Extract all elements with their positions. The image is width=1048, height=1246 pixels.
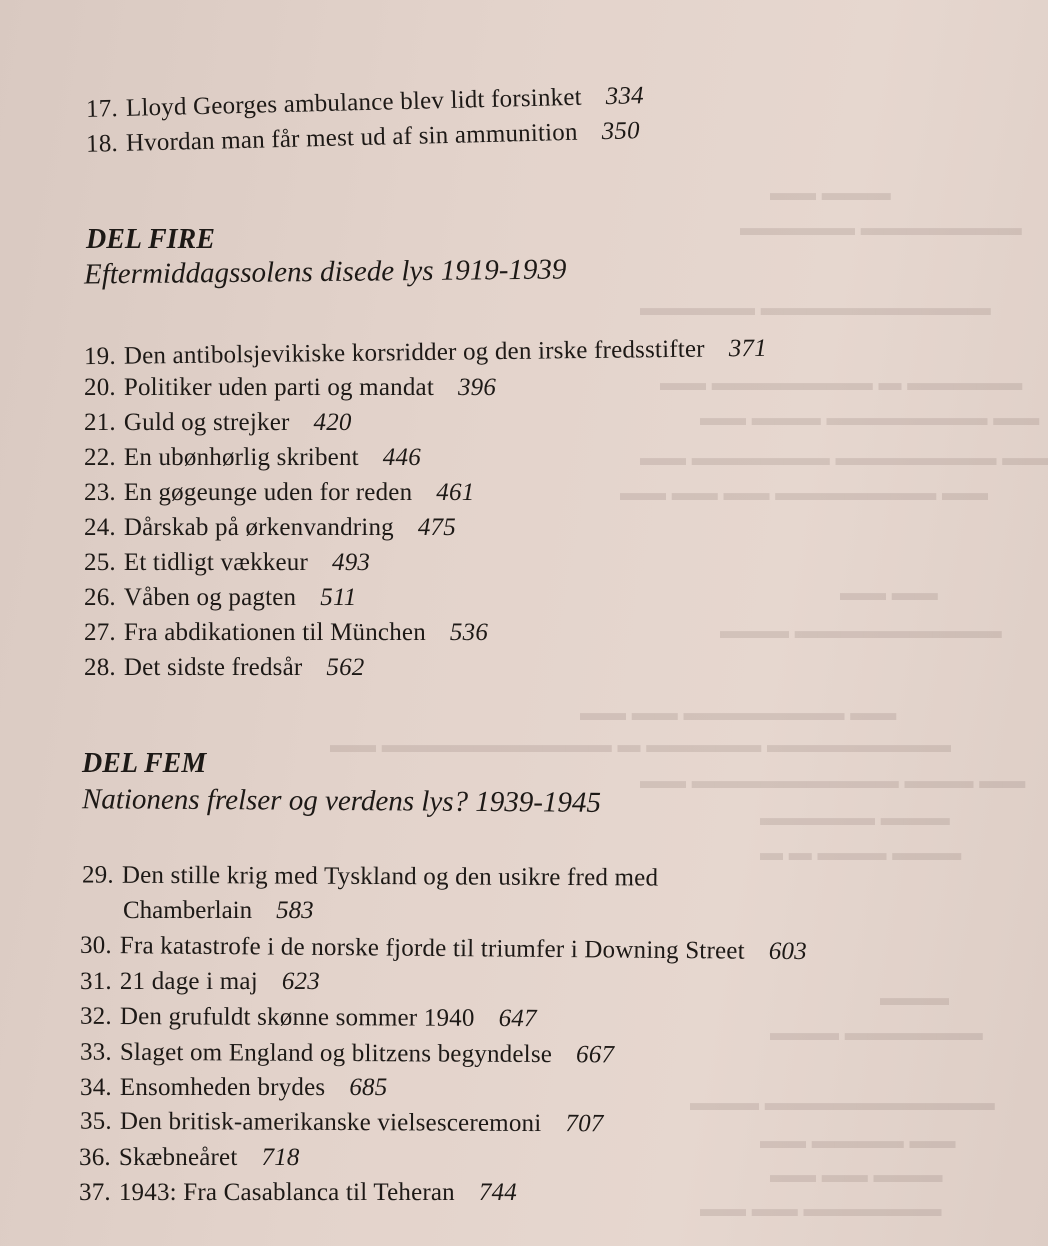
entry-page: 493 (332, 549, 371, 576)
entry-title: Dårskab på ørkenvandring (123, 514, 394, 541)
entry-title: Den antibolsjevikiske korsridder og den irske fredsstifter (123, 335, 705, 370)
entry-title: 1943: Fra Casablanca til Teheran (118, 1179, 455, 1206)
bleed-through: ▬▬ ▬▬▬▬▬▬▬ ▬▬▬▬▬▬ ▬▬ (640, 445, 1048, 470)
entry-number: 26. (84, 584, 116, 611)
entry-title: Skæbneåret (118, 1144, 238, 1171)
bleed-through: ▬▬ ▬▬ (840, 580, 938, 605)
entry-number: 19. (83, 342, 117, 371)
bleed-through: ▬▬ ▬▬▬▬▬▬▬ ▬▬ ▬▬ ▬▬ (620, 480, 988, 505)
bleed-through: ▬▬▬▬▬▬▬▬ ▬▬▬▬▬ ▬ ▬▬▬▬▬▬▬▬▬▬ ▬▬ (330, 732, 951, 757)
toc-entry (84, 478, 474, 508)
entry-title: Politiker uden parti og mandat (123, 374, 434, 401)
entry-page: 420 (313, 409, 352, 436)
toc-entry (84, 408, 352, 438)
bleed-through: ▬▬▬▬▬▬▬▬▬▬ ▬▬▬ (690, 1090, 995, 1115)
entry-page: 446 (382, 444, 421, 471)
entry-page: 707 (565, 1110, 604, 1138)
entry-page: 603 (768, 937, 808, 966)
toc-entry (80, 1038, 614, 1071)
toc-entry (80, 931, 807, 967)
toc-entry (82, 860, 658, 893)
entry-title: Et tidligt vækkeur (123, 549, 309, 576)
toc-entry (79, 1143, 300, 1173)
bleed-through: ▬▬▬▬▬ ▬ ▬▬▬▬▬▬▬ ▬▬ (660, 370, 1023, 395)
entry-number: 18. (85, 129, 119, 158)
entry-title: Våben og pagten (123, 584, 297, 611)
toc-entry (79, 1178, 517, 1208)
entry-title: Ensomheden brydes (119, 1074, 326, 1101)
toc-entry (84, 334, 767, 372)
entry-title: Fra abdikationen til München (123, 619, 426, 646)
entry-number: 29. (81, 861, 114, 889)
bleed-through: ▬▬▬▬▬▬ ▬▬ ▬▬ (700, 1196, 942, 1221)
entry-page: 536 (449, 619, 489, 646)
bleed-through: ▬▬▬ ▬▬▬▬▬ (760, 805, 950, 830)
entry-page: 623 (281, 968, 320, 995)
entry-number: 35. (79, 1107, 112, 1135)
toc-entry (84, 653, 365, 683)
toc-entry (84, 618, 488, 648)
entry-title: Fra katastrofe i de norske fjorde til triumfer i Downing Street (119, 932, 745, 965)
entry-number: 24. (84, 514, 116, 541)
toc-entry (84, 373, 496, 403)
entry-title: En ubønhørlig skribent (123, 444, 359, 471)
entry-number: 27. (84, 619, 116, 646)
entry-number: 21. (84, 409, 116, 436)
toc-entry (84, 548, 370, 578)
entry-title: En gøgeunge uden for reden (123, 479, 413, 506)
toc-entry (80, 1107, 604, 1140)
entry-page: 744 (478, 1179, 517, 1206)
bleed-through: ▬▬ ▬▬▬▬ ▬▬ (760, 1128, 956, 1153)
entry-title-continuation: Chamberlain (123, 897, 253, 924)
bleed-through: ▬▬ ▬▬▬ ▬▬▬▬▬▬▬▬▬ ▬▬ (640, 768, 1026, 793)
entry-page: 583 (276, 897, 314, 924)
part-label: DEL FEM (82, 748, 207, 779)
entry-number: 28. (84, 654, 116, 681)
entry-page: 461 (436, 479, 475, 506)
entry-number: 33. (79, 1038, 112, 1066)
entry-number: 25. (84, 549, 116, 576)
entry-title: Lloyd Georges ambulance blev lidt forsinket (125, 83, 583, 122)
toc-entry (84, 583, 357, 613)
entry-page: 511 (320, 584, 357, 611)
entry-title: Den britisk-amerikanske vielsesceremoni (119, 1107, 542, 1138)
bleed-through: ▬▬▬ ▬▬ (770, 180, 891, 205)
entry-number: 32. (79, 1002, 112, 1030)
entry-page: 475 (417, 514, 456, 541)
entry-page: 718 (261, 1144, 300, 1171)
part-label: DEL FIRE (86, 224, 215, 255)
entry-title: Det sidste fredsår (123, 654, 303, 681)
toc-entry (80, 1002, 537, 1034)
entry-title: Hvordan man får mest ud af sin ammunition (125, 118, 578, 157)
toc-entry (84, 443, 421, 473)
entry-page: 396 (457, 374, 497, 401)
entry-title: Guld og strejker (123, 409, 290, 436)
entry-number: 30. (79, 931, 112, 960)
toc-entry (84, 513, 456, 543)
entry-number: 20. (84, 374, 116, 401)
entry-page: 562 (326, 654, 365, 681)
entry-number: 36. (79, 1144, 111, 1171)
entry-page: 371 (728, 334, 768, 363)
bleed-through: ▬▬▬▬▬▬▬▬▬ ▬▬▬ (720, 618, 1002, 643)
bleed-through: ▬▬ ▬▬▬▬▬▬▬ ▬▬▬ ▬▬ (700, 405, 1040, 430)
entry-title: Den grufuldt skønne sommer 1940 (119, 1003, 475, 1032)
bleed-through: ▬▬▬▬▬▬ ▬▬▬ (770, 1020, 983, 1045)
bleed-through: ▬▬▬▬▬▬▬▬▬▬ ▬▬▬▬▬ (640, 295, 991, 320)
entry-number: 22. (84, 444, 116, 471)
entry-title: 21 dage i maj (119, 968, 258, 995)
bleed-through: ▬▬▬ ▬▬▬ ▬ ▬ (760, 840, 962, 865)
toc-entry (80, 967, 320, 997)
entry-number: 34. (80, 1074, 112, 1101)
part-subtitle: Eftermiddagssolens disede lys 1919-1939 (83, 253, 567, 291)
bleed-through: ▬▬ ▬▬▬▬▬▬▬ ▬▬ ▬▬ (580, 700, 897, 725)
entry-page: 350 (601, 117, 641, 146)
entry-number: 17. (85, 95, 119, 123)
bleed-through: ▬▬▬ (880, 985, 949, 1010)
entry-page: 647 (498, 1004, 537, 1033)
part-subtitle: Nationens frelser og verdens lys? 1939-1945 (81, 783, 602, 819)
entry-number: 23. (84, 479, 116, 506)
entry-title: Den stille krig med Tyskland og den usikre fred med (121, 861, 659, 892)
bleed-through: ▬▬▬▬▬▬▬ ▬▬▬▬▬ (740, 215, 1022, 240)
entry-page: 685 (349, 1074, 388, 1101)
entry-page: 667 (576, 1041, 615, 1069)
toc-entry (80, 1073, 387, 1103)
entry-number: 31. (80, 968, 112, 995)
entry-page: 334 (605, 82, 645, 111)
entry-title: Slaget om England og blitzens begyndelse (119, 1038, 553, 1069)
toc-entry-continuation (123, 896, 314, 926)
entry-number: 37. (79, 1179, 111, 1206)
bleed-through: ▬▬▬ ▬▬ ▬▬ (770, 1162, 943, 1187)
